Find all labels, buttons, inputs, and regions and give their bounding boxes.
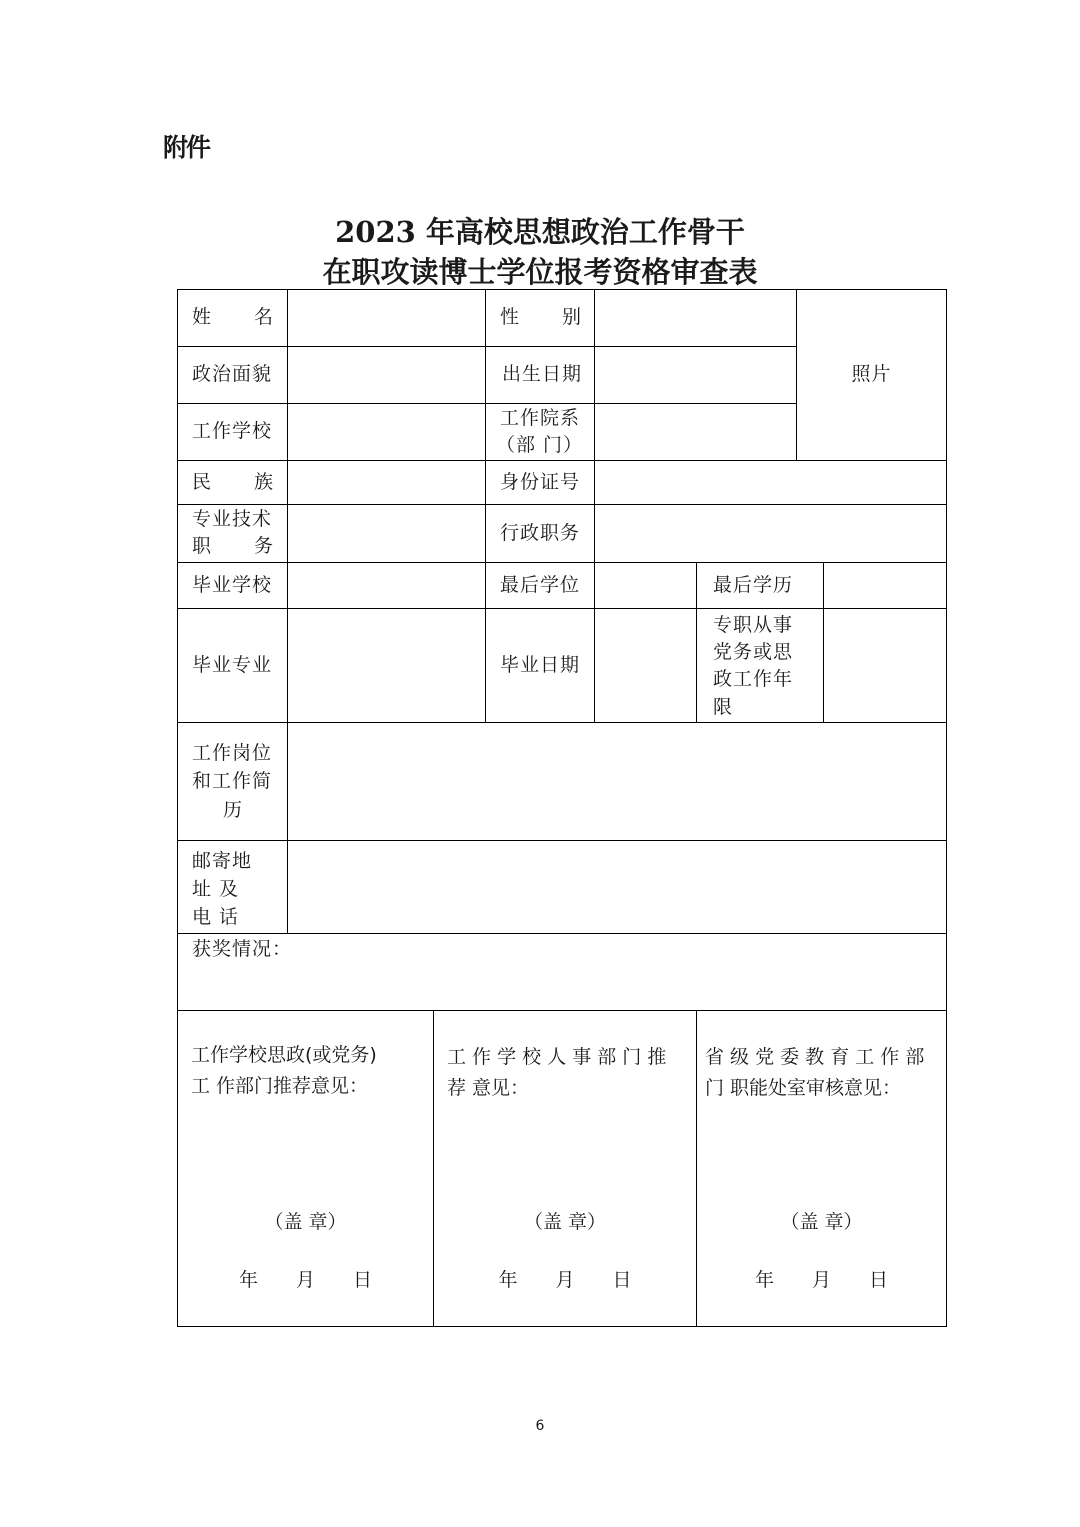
resume-label-line2: 和工作简: [192, 770, 273, 792]
opinion2-seal: （盖 章）: [523, 1211, 607, 1233]
name-field[interactable]: [288, 290, 485, 346]
major-label: 毕业专业: [192, 654, 273, 676]
resume-field[interactable]: [288, 723, 946, 840]
admin-position-label: 行政职务: [500, 522, 581, 544]
professional-title-label-line2: 职 务: [192, 535, 274, 557]
ethnicity-label: 民 族: [192, 471, 274, 493]
admin-position-field[interactable]: [595, 505, 946, 562]
political-status-field[interactable]: [288, 347, 485, 403]
last-degree-field[interactable]: [595, 563, 696, 608]
professional-title-field[interactable]: [288, 505, 485, 562]
birth-date-label: 出生日期: [502, 363, 583, 385]
name-label: 姓 名: [192, 306, 274, 328]
opinion2-title-line1: 工 作 学 校 人 事 部 门 推: [447, 1046, 667, 1068]
graduate-school-label: 毕业学校: [192, 574, 273, 596]
opinion2-date: 年 月 日: [498, 1269, 632, 1291]
awards-field[interactable]: [178, 934, 946, 1010]
department-field[interactable]: [595, 404, 796, 460]
gender-label: 性 别: [500, 306, 582, 328]
work-years-label-line2: 党务或思: [713, 641, 794, 663]
id-number-label: 身份证号: [500, 471, 581, 493]
address-label-line3: 电 话: [192, 906, 240, 928]
work-school-field[interactable]: [288, 404, 485, 460]
opinion1-title-line1: 工作学校思政(或党务): [191, 1044, 377, 1066]
address-phone-field[interactable]: [288, 841, 946, 933]
last-education-field[interactable]: [824, 563, 946, 608]
opinion3-date: 年 月 日: [754, 1269, 888, 1291]
last-education-label: 最后学历: [713, 574, 794, 596]
opinion1-title-line2: 工 作部门推荐意见：: [191, 1075, 369, 1097]
professional-title-label-line1: 专业技术: [192, 508, 273, 530]
work-years-label-line4: 限: [713, 696, 734, 718]
work-school-label: 工作学校: [192, 420, 273, 442]
page-number: 6: [535, 1418, 545, 1434]
opinion3-title-line2: 门 职能处室审核意见：: [705, 1077, 902, 1099]
awards-label: 获奖情况：: [192, 938, 293, 960]
political-status-label: 政治面貌: [192, 363, 273, 385]
id-number-field[interactable]: [595, 461, 946, 504]
department-label-line2: （部 门）: [496, 434, 584, 456]
work-years-label-line1: 专职从事: [713, 614, 794, 636]
graduate-school-field[interactable]: [288, 563, 485, 608]
ethnicity-field[interactable]: [288, 461, 485, 504]
opinion2-title-line2: 荐 意见：: [447, 1077, 530, 1099]
department-label-line1: 工作院系: [500, 407, 581, 429]
opinion1-seal: （盖 章）: [264, 1211, 347, 1233]
address-label-line1: 邮寄地: [192, 850, 253, 872]
graduation-date-field[interactable]: [595, 609, 696, 722]
major-field[interactable]: [288, 609, 485, 722]
work-years-field[interactable]: [824, 609, 946, 722]
resume-label-line3: 历: [223, 799, 244, 821]
attachment-label: 附件: [163, 133, 210, 162]
address-label-line2: 址 及: [192, 878, 240, 900]
graduation-date-label: 毕业日期: [500, 654, 581, 676]
opinion1-date: 年 月 日: [238, 1269, 372, 1291]
opinion3-title-line1: 省 级 党 委 教 育 工 作 部: [705, 1046, 925, 1068]
form-title-line2: 在职攻读博士学位报考资格审查表: [322, 255, 758, 289]
resume-label-line1: 工作岗位: [192, 742, 273, 764]
gender-field[interactable]: [595, 290, 796, 346]
form-title-line1: 2023 年高校思想政治工作骨干: [335, 215, 745, 249]
last-degree-label: 最后学位: [500, 574, 581, 596]
work-years-label-line3: 政工作年: [713, 668, 794, 690]
birth-date-field[interactable]: [595, 347, 796, 403]
photo-label: 照片: [851, 363, 892, 385]
opinion3-seal: （盖 章）: [780, 1211, 863, 1233]
